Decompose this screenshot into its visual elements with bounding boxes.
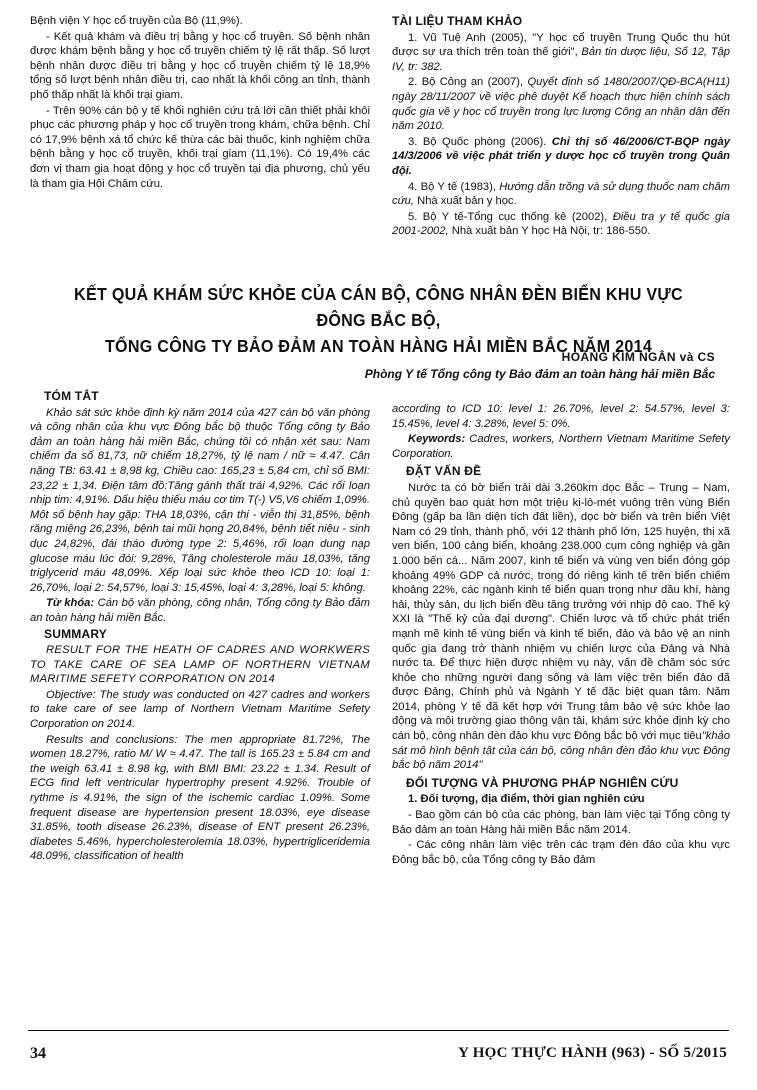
intro-paragraph: Nước ta có bờ biển trải dài 3.260km dọc Bắc – Trung – Nam, chủ quyền bao quát hơn một triệu ki-lô-mét vuông trên vùng Biển Đông (gấp ba lần diện tích đất liền), dọc bờ biển và trên biển Việt Nam có 29 tỉnh, thành phố, với 12 thành phố lớn, 125 huyện, thị xã ven biển, 100 cảng biển, khoảng 238.000 cụm công nghiệp và gần 1.000 bến cá... Năm 2007, kinh tế biển và vùng ven biển đóng góp khoảng 49% GDP cả nước, trong đó riêng kinh tế trên biển chiếm khoảng 22%, các ngành kinh tế biển quan trọng như dầu khí, hàng hải, thủy sản, du lịch biển đều tăng trưởng với nhịp độ cao. Thế kỷ XXI là "Thế kỷ của đại dương". Chiến lược và tổ chức phát triển mạnh mẽ kinh tế vùng biển và kinh tế biển, đảo và bảo vệ an ninh quốc gia đang trở thành nhiệm vụ chiến lược của Đảng và Nhà nước ta. Để thực hiện được nhiệm vụ này, vấn đề chăm sóc sức khỏe cho những người đang sống và làm việc trên biển đảo đã được Đảng, Chính phủ và Ngành Y tế đặc biệt quan tâm. Năm 2014, phòng Y tế đã kết hợp với Trung tâm bảo vệ sức khỏe lao động và môi trường giao thông vận tải, khám sức khỏe định kỳ cho cán bộ, công nhân đèn đảo khu vực Đông bắc bộ với mục tiêu"khảo sát mô hình bệnh tật của cán bộ, công nhân đèn đảo khu vực Đông bắc bộ năm 2014"	[392, 481, 730, 772]
top-left-paragraph-2: - Kết quả khám và điều trị bằng y học cổ truyền. Số bệnh nhân được khám bệnh bằng y học cổ truyền chiếm tỷ lệ rất thấp. Số lượt bệnh nhân được điều trị bằng y học cổ truyền chiếm tỷ lệ 18,9% tổng số lượt bệnh nhân điều trị, cao nhất là khối công an tỉnh, thành phố thấp nhất là khối trại giam.	[30, 30, 370, 101]
intro-heading: ĐẶT VẤN ĐỀ	[406, 464, 482, 479]
reference-item-5: 5. Bộ Y tế-Tổng cục thống kê (2002), Điều tra y tế quốc gia 2001-2002, Nhà xuất bản Y học Hà Nội, tr: 186-550.	[392, 210, 730, 238]
references-section	[392, 14, 730, 240]
methods-bullet-2: - Các công nhân làm việc trên các trạm đèn đảo của khu vực Đông bắc bộ, của Tổng công ty Bảo đảm	[392, 839, 730, 866]
summary-objective: Objective: The study was conducted on 427 cadres and workers to take care of see lamp of Northern Vietnam Maritime Sefety Corporation on 2014.	[30, 688, 370, 731]
abstract-body: Khảo sát sức khỏe định kỳ năm 2014 của 427 cán bộ văn phòng và công nhân của khu vực Đông bắc bộ thuộc Tổng công ty Bảo đảm an toàn hàng hải miền Bắc, chúng tôi có nhận xét sau: Nam chiếm đa số 81,73, nữ chiếm 18,27%, tỷ lệ nam / nữ ≈ 4.47. Cân nặng TB: 63.41 ± 8,98 kg, Chiều cao: 165,23 ± 5,84 cm, chỉ số BMI: 23,22 ± 1,34. Điện tâm đồ:Tăng gánh thất trái 4,92%. Các rối loạn nhịp tim: 4,91%. Dấu hiệu thiếu máu cơ tim T(-) V5,V6 chiếm 1,09%. Một số bệnh hay gặp: THA 18,03%, cận thị - viễn thị 31,85%, bệnh răng miệng 26,23%, bệnh tai mũi họng 20,84%, bệnh tiết niệu - sinh dục 24,82%, đái tháo đường type 2: 5,46%, rối loạn dung nạp glucose máu lúc đói: 9,28%, Tăng cholesterole máu 18,03%, tăng triglycerid máu 48,09%. Xếp loại sức khỏe theo ICD 10: loại 1: 26,70%, loại 2: 54,57%, loại 3: 15,45%, loại 4: 3,28%, loại 5: không.	[30, 406, 370, 594]
intro-column	[392, 402, 730, 868]
page-footer	[28, 1030, 729, 1071]
references-heading: TÀI LIỆU THAM KHẢO	[392, 14, 523, 28]
article-title-line-2: TỔNG CÔNG TY BẢO ĐẢM AN TOÀN HÀNG HẢI MIỀN BẮC NĂM 2014	[104, 336, 653, 356]
page-number: 34	[30, 1045, 46, 1062]
reference-item-4: 4. Bộ Y tế (1983), Hướng dẫn trồng và sử dụng thuốc nam chăm cứu, Nhà xuất bản y học.	[392, 180, 730, 208]
summary-title: RESULT FOR THE HEATH OF CADRES AND WORKWERS TO TAKE CARE OF SEA LAMP OF NORTHERN VIETNAM MARITIME SEFETY CORPORATION ON 2014	[30, 644, 370, 686]
top-left-column	[30, 14, 370, 192]
author-affiliation: Phòng Y tế Tổng công ty Bảo đảm an toàn hàng hải miền Bắc	[364, 367, 715, 381]
summary-results: Results and conclusions: The men appropriate 81.72%, The women 18.27%, ratio M/ W ≈ 4.47. The tall is 165.23 ± 5.84 cm and the weigh 63.41 ± 8.98 kg, with BMI BMI: 23.22 ± 1.34. Result of ECG find left ventricular hypertrophy present 4.92%. Trouble of rythme is 4.91%, the sign of the ischemic cardiac 1.09%. Some frequent disease are hypertension present 18.03%, eye disease 31.85%, tooth disease 26.23%, disease of ENT present 26.23%, diabetes 5.46%, hypercholesterolemia 18.03%, hypertrigliceridemia 48.09%, classification of health	[30, 733, 370, 863]
top-left-paragraph-3: - Trên 90% cán bộ y tế khối nghiên cứu trả lời cần thiết phải khôi phục các phương pháp y học cổ truyền trong khám, chữa bệnh. Chỉ có 17,9% bệnh xá tổ chức kế thừa các bài thuốc, kinh nghiệm chữa bệnh bằng y học cổ truyền, khối trại giam (11,1%). Có 19,4% các đơn vị tham gia hoạt động y học cổ truyền tại địa phương, chủ yếu là tham gia Hội Châm cứu.	[30, 104, 370, 190]
reference-item-1: 1. Vũ Tuệ Anh (2005), "Y học cổ truyền Trung Quốc thu hút được sự ưa thích trên toàn thế giới", Bản tin dược liệu, Số 12, Tập IV, tr: 382.	[392, 31, 730, 73]
author-block	[365, 349, 715, 383]
methods-subheading: 1. Đối tượng, địa điểm, thời gian nghiên cứu	[408, 793, 645, 806]
abstract-heading: TÓM TẮT	[44, 389, 99, 403]
summary-keywords: Keywords: Cadres, workers, Northern Vietnam Maritime Sefety Corporation.	[392, 433, 730, 460]
methods-bullet-1: - Bao gồm cán bộ của các phòng, ban làm việc tại Tổng công ty Bảo đảm an toàn Hàng hải miền Bắc năm 2014.	[392, 809, 730, 836]
methods-heading: ĐỐI TƯỢNG VÀ PHƯƠNG PHÁP NGHIÊN CỨU	[406, 775, 679, 790]
article-title-line-1: KẾT QUẢ KHÁM SỨC KHỎE CỦA CÁN BỘ, CÔNG NHÂN ĐÈN BIỂN KHU VỰC ĐÔNG BẮC BỘ,	[74, 284, 683, 330]
reference-item-2: 2. Bộ Công an (2007), Quyết định số 1480/2007/QĐ-BCA(H11) ngày 28/11/2007 về việc phê duyệt Kế hoạch thực hiện chính sách quốc gia về y học cổ truyền trong lực lượng Công an nhân dân đến năm 2010.	[392, 76, 730, 133]
reference-item-3: 3. Bộ Quốc phòng (2006). Chỉ thị số 46/2006/CT-BQP ngày 14/3/2006 về việc phát triển y dược học cổ truyền trong Quân đội.	[392, 135, 730, 177]
abstract-keywords: Từ khóa: Cán bộ văn phòng, công nhân, Tổng công ty Bảo đảm an toàn hàng hải miền Bắc.	[30, 597, 370, 624]
summary-results-continued: according to ICD 10: level 1: 26.70%, level 2: 54.57%, level 3: 15.45%, level 4: 3.28%, level 5: 0%.	[392, 403, 730, 430]
author-names: HOÀNG KIM NGÂN và CS	[561, 350, 715, 364]
abstract-column	[30, 386, 370, 865]
summary-heading: SUMMARY	[44, 626, 107, 641]
journal-name: Y HỌC THỰC HÀNH (963) - SỐ 5/2015	[458, 1045, 727, 1061]
top-left-line-1: Bệnh viện Y học cổ truyền của Bộ (11,9%).	[30, 15, 243, 27]
article-title	[58, 281, 699, 359]
